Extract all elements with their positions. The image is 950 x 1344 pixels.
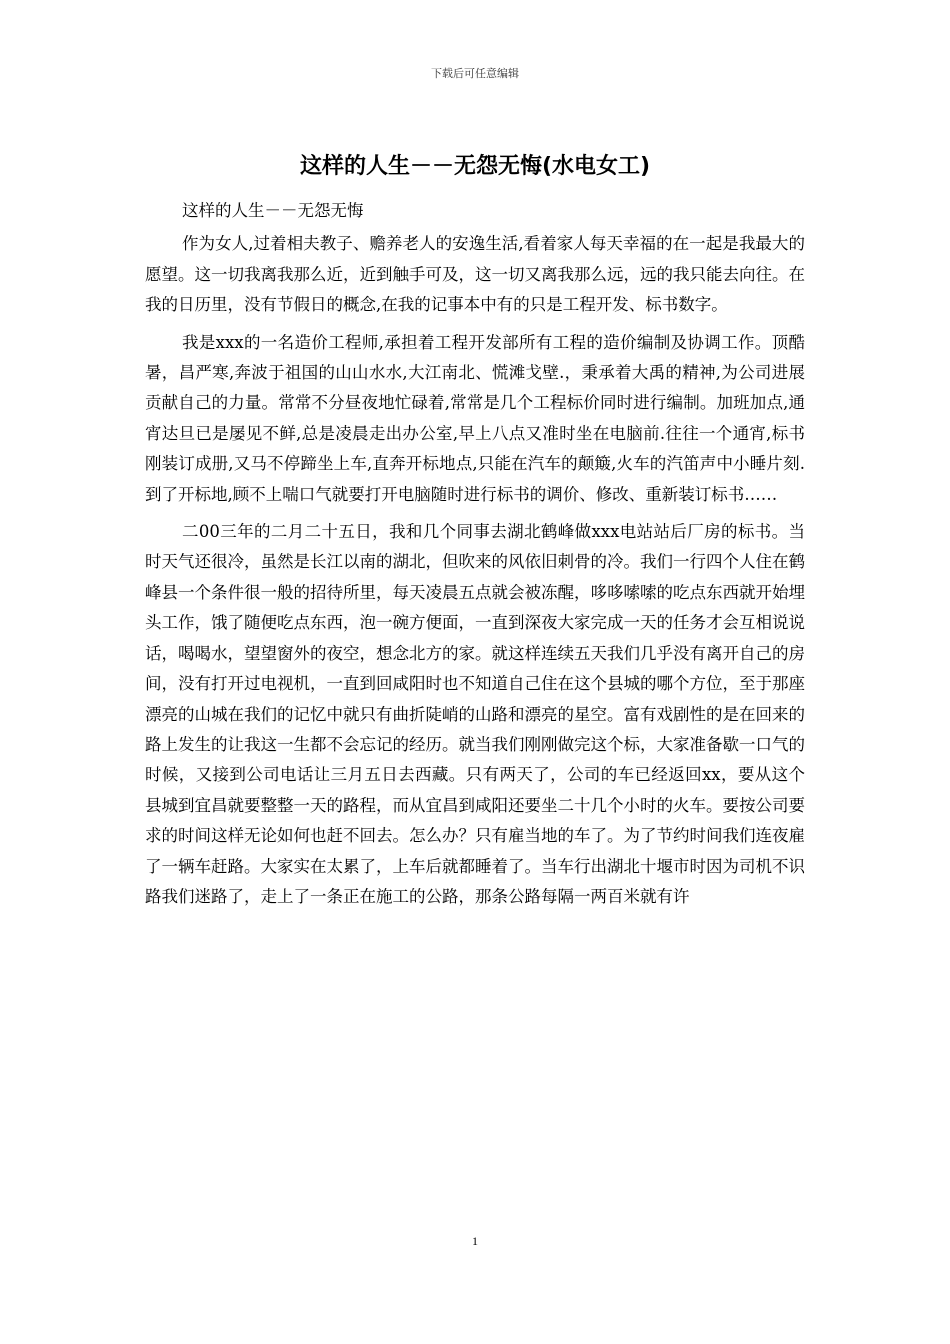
page-header: 下载后可任意编辑 <box>431 67 519 80</box>
page-number: 1 <box>472 1234 478 1248</box>
document-subtitle: 这样的人生－－无怨无悔 <box>182 201 364 220</box>
paragraph-2: 我是xxx的一名造价工程师,承担着工程开发部所有工程的造价编制及协调工作。顶酷暑，昌严寒,奔波于祖国的山山水水,大江南北、慌滩戈壁.，秉承着大禹的精神,为公司进展贡献自己的力量。常常不分昼夜地忙碌着,常常是几个工程标价同时进行编制。加班加点,通宵达旦已是屡见不鲜,总是凌晨走出办公室,早上八点又准时坐在电脑前.往往一个通宵,标书刚装订成册,又马不停蹄坐上车,直奔开标地点,只能在汽车的颠簸,火车的汽笛声中小睡片刻.到了开标地,顾不上喘口气就要打开电脑随时进行标书的调价、修改、重新装订标书…… <box>145 332 805 504</box>
paragraph-3: 二00三年的二月二十五日，我和几个同事去湖北鹤峰做xxx电站站后厂房的标书。当时天气还很冷，虽然是长江以南的湖北，但吹来的风依旧刺骨的冷。我们一行四个人住在鹤峰县一个条件很一般的招待所里，每天凌晨五点就会被冻醒，哆哆嗦嗦的吃点东西就开始埋头工作，饿了随便吃点东西，泡一碗方便面，一直到深夜大家完成一天的任务才会互相说说话，喝喝水，望望窗外的夜空，想念北方的家。就这样连续五天我们几乎没有离开自己的房间，没有打开过电视机，一直到回咸阳时也不知道自己住在这个县城的哪个方位，至于那座漂亮的山城在我们的记忆中就只有曲折陡峭的山路和漂亮的星空。富有戏剧性的是在回来的路上发生的让我这一生都不会忘记的经历。就当我们刚刚做完这个标，大家准备歇一口气的时候，又接到公司电话让三月五日去西藏。只有两天了，公司的车已经返回xx，要从这个县城到宜昌就要整整一天的路程，而从宜昌到咸阳还要坐二十几个小时的火车。要按公司要求的时间这样无论如何也赶不回去。怎么办？只有雇当地的车了。为了节约时间我们连夜雇了一辆车赶路。大家实在太累了，上车后就都睡着了。当车行出湖北十堰市时因为司机不识路我们迷路了，走上了一条正在施工的公路，那条公路每隔一两百米就有许 <box>145 522 805 906</box>
paragraph-1: 作为女人,过着相夫教子、赡养老人的安逸生活,看着家人每天幸福的在一起是我最大的愿望。这一切我离我那么近，近到触手可及，这一切又离我那么远，远的我只能去向往。在我的日历里，没有节假日的概念,在我的记事本中有的只是工程开发、标书数字。 <box>145 234 805 315</box>
document-body <box>145 196 805 919</box>
document-title: 这样的人生－－无怨无悔(水电女工) <box>299 154 651 179</box>
